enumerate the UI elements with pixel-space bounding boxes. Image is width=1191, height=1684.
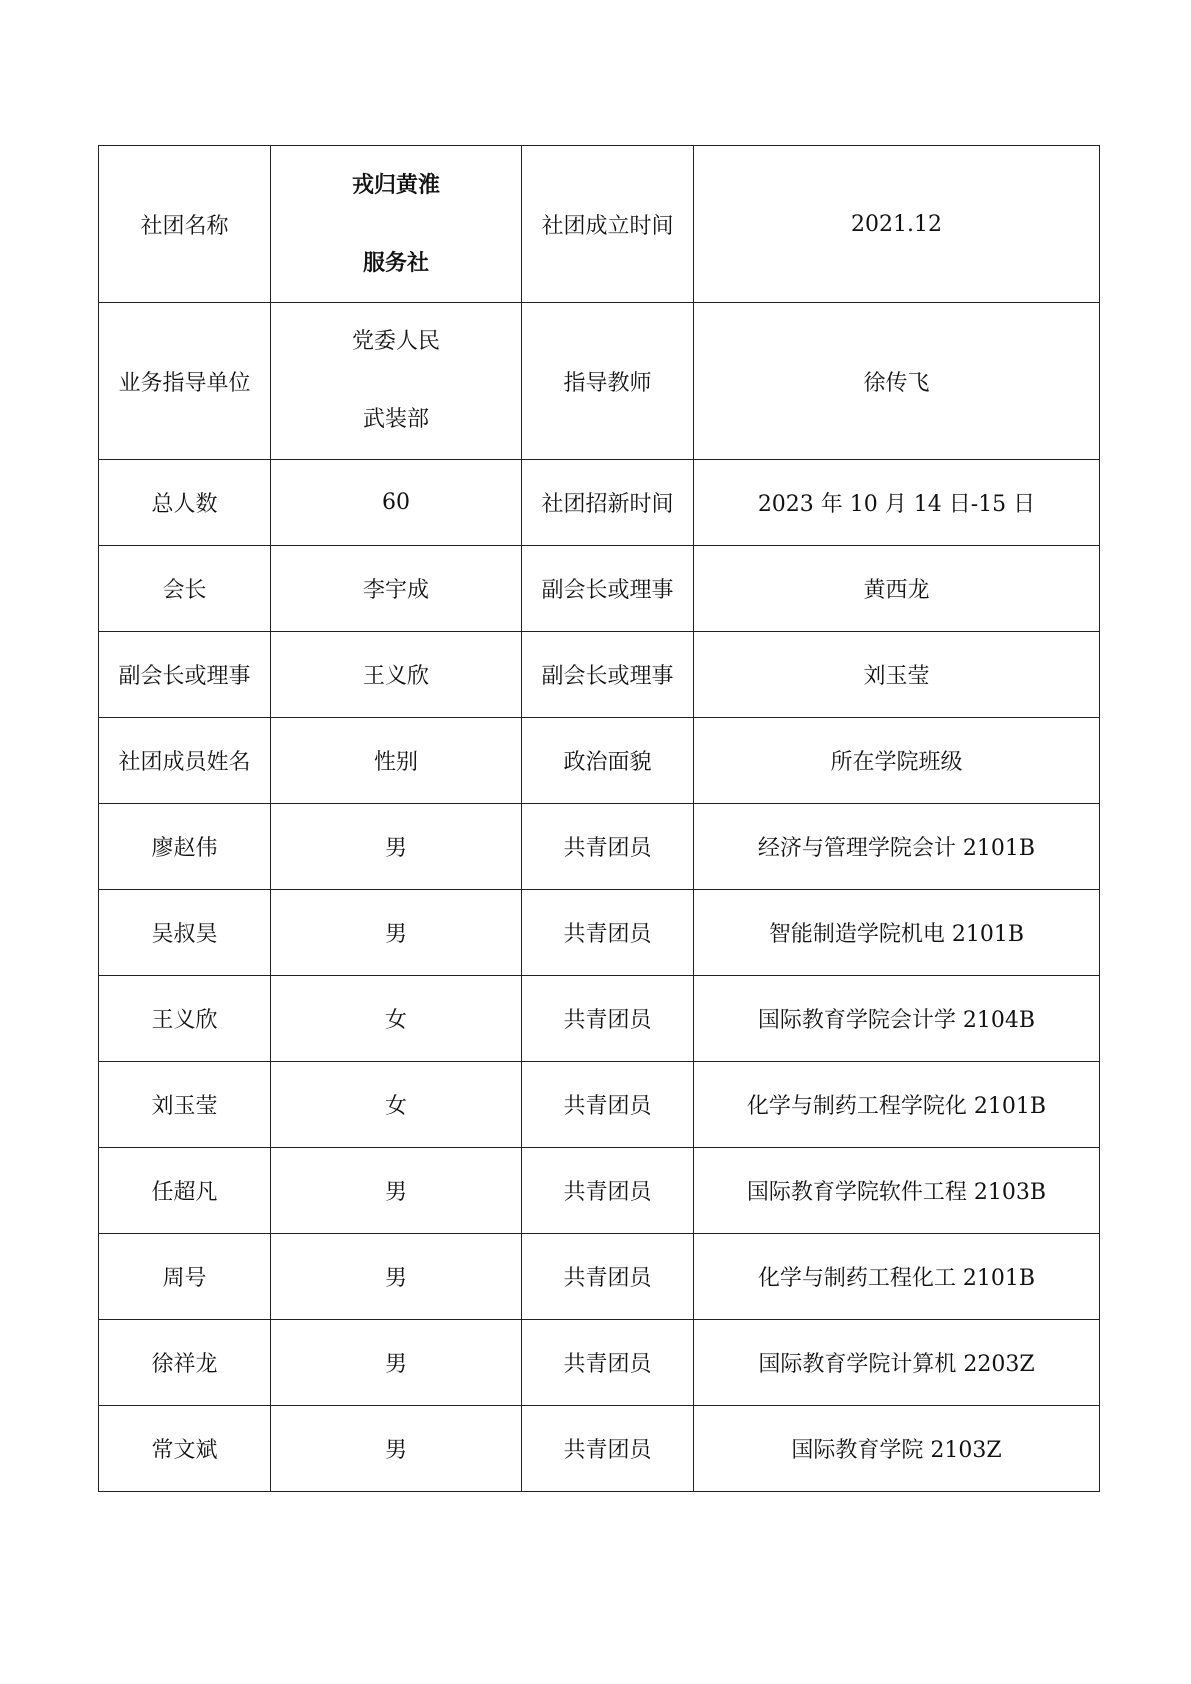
- member-college-class: 国际教育学院软件工程 2103B: [694, 1148, 1100, 1234]
- column-header-college-class: 所在学院班级: [694, 718, 1100, 804]
- member-politics: 共青团员: [522, 804, 694, 890]
- member-politics: 共青团员: [522, 976, 694, 1062]
- member-college-class: 化学与制药工程化工 2101B: [694, 1234, 1100, 1320]
- vice-president-value: 王义欣: [271, 632, 522, 718]
- member-row: [99, 804, 1100, 890]
- member-politics: 共青团员: [522, 1406, 694, 1492]
- guidance-unit-line-1: 党委人民: [351, 329, 440, 354]
- table-row: [99, 303, 1100, 460]
- member-gender: 男: [271, 890, 522, 976]
- president-value: 李宇成: [271, 546, 522, 632]
- club-name-line-2: 服务社: [362, 250, 429, 276]
- guidance-unit-value: [271, 303, 522, 460]
- vice-president-label: 副会长或理事: [99, 632, 271, 718]
- member-college-class: 国际教育学院 2103Z: [694, 1406, 1100, 1492]
- member-gender: 男: [271, 804, 522, 890]
- teacher-label: 指导教师: [522, 303, 694, 460]
- member-politics: 共青团员: [522, 1062, 694, 1148]
- member-name: 吴叔昊: [99, 890, 271, 976]
- member-college-class: 经济与管理学院会计 2101B: [694, 804, 1100, 890]
- table-row: [99, 146, 1100, 303]
- total-value: 60: [271, 460, 522, 546]
- member-row: [99, 976, 1100, 1062]
- member-college-class: 国际教育学院计算机 2203Z: [694, 1320, 1100, 1406]
- guidance-unit-label: 业务指导单位: [99, 303, 271, 460]
- member-college-class: 化学与制药工程学院化 2101B: [694, 1062, 1100, 1148]
- member-politics: 共青团员: [522, 890, 694, 976]
- member-name: 常文斌: [99, 1406, 271, 1492]
- recruit-value: 2023 年 10 月 14 日-15 日: [694, 460, 1100, 546]
- president-label: 会长: [99, 546, 271, 632]
- table-row: [99, 460, 1100, 546]
- member-gender: 男: [271, 1234, 522, 1320]
- vice-president-label: 副会长或理事: [522, 632, 694, 718]
- club-name-value: [271, 146, 522, 303]
- founded-value: 2021.12: [694, 146, 1100, 303]
- member-name: 王义欣: [99, 976, 271, 1062]
- table-row: [99, 632, 1100, 718]
- member-row: [99, 1320, 1100, 1406]
- club-info-table: [98, 145, 1100, 1492]
- total-label: 总人数: [99, 460, 271, 546]
- vice-president-value: 刘玉莹: [694, 632, 1100, 718]
- column-header-gender: 性别: [271, 718, 522, 804]
- vice-president-value: 黄西龙: [694, 546, 1100, 632]
- recruit-label: 社团招新时间: [522, 460, 694, 546]
- member-name: 周号: [99, 1234, 271, 1320]
- member-gender: 男: [271, 1320, 522, 1406]
- table-row: [99, 546, 1100, 632]
- member-gender: 男: [271, 1148, 522, 1234]
- teacher-value: 徐传飞: [694, 303, 1100, 460]
- member-name: 徐祥龙: [99, 1320, 271, 1406]
- member-name: 廖赵伟: [99, 804, 271, 890]
- member-name: 任超凡: [99, 1148, 271, 1234]
- member-politics: 共青团员: [522, 1320, 694, 1406]
- member-name: 刘玉莹: [99, 1062, 271, 1148]
- club-name-line-1: 戎归黄淮: [351, 172, 440, 198]
- member-gender: 女: [271, 976, 522, 1062]
- member-row: [99, 1062, 1100, 1148]
- member-row: [99, 1406, 1100, 1492]
- member-politics: 共青团员: [522, 1234, 694, 1320]
- founded-label: 社团成立时间: [522, 146, 694, 303]
- club-name-label: 社团名称: [99, 146, 271, 303]
- vice-president-label: 副会长或理事: [522, 546, 694, 632]
- member-row: [99, 1148, 1100, 1234]
- member-politics: 共青团员: [522, 1148, 694, 1234]
- members-header-row: [99, 718, 1100, 804]
- member-gender: 男: [271, 1406, 522, 1492]
- member-college-class: 智能制造学院机电 2101B: [694, 890, 1100, 976]
- member-college-class: 国际教育学院会计学 2104B: [694, 976, 1100, 1062]
- guidance-unit-line-2: 武装部: [362, 407, 429, 432]
- member-gender: 女: [271, 1062, 522, 1148]
- column-header-politics: 政治面貌: [522, 718, 694, 804]
- member-row: [99, 1234, 1100, 1320]
- member-row: [99, 890, 1100, 976]
- column-header-name: 社团成员姓名: [99, 718, 271, 804]
